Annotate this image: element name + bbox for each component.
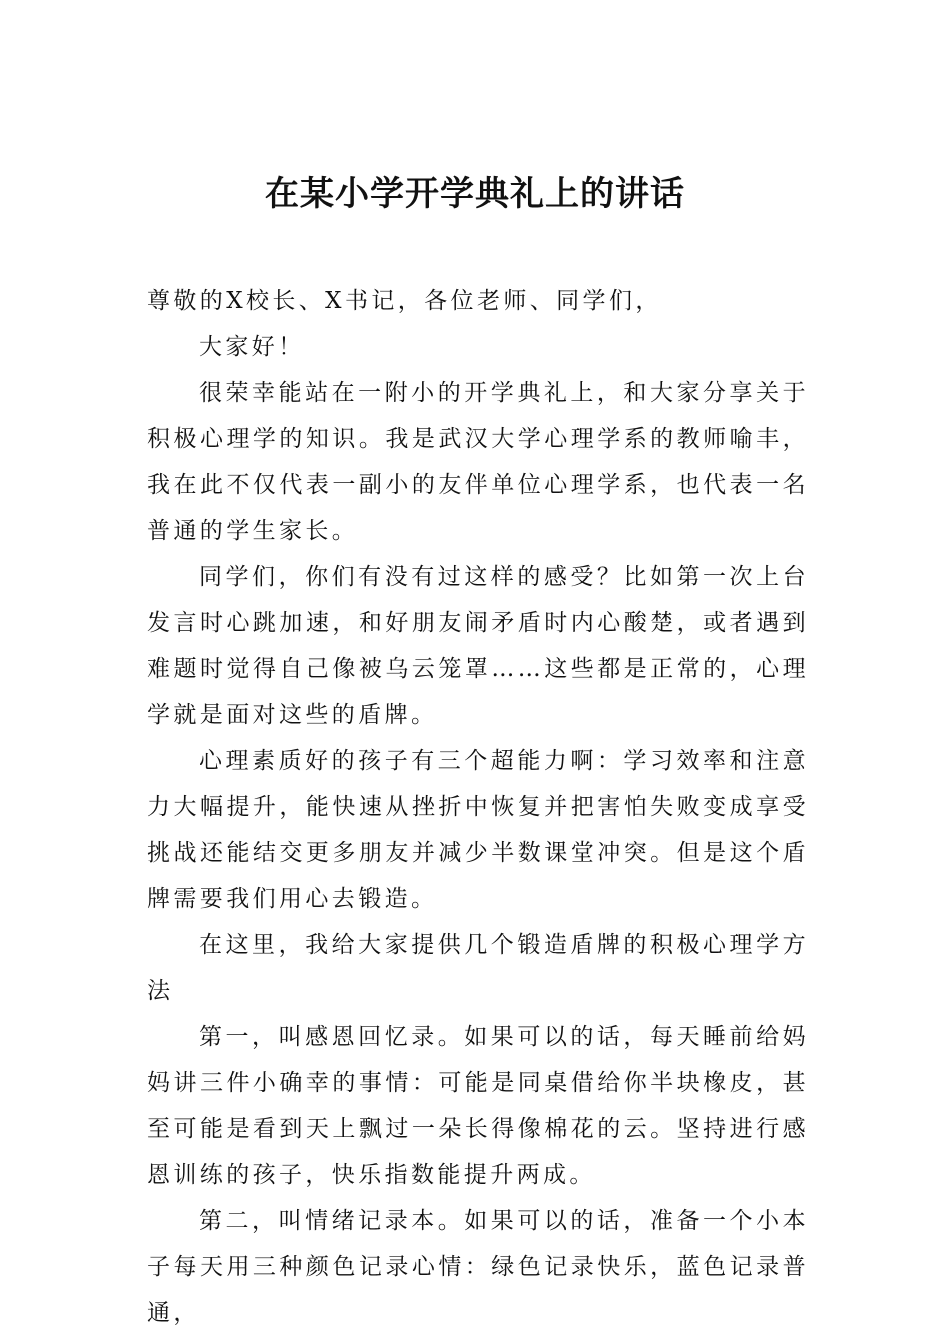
paragraph-method-gratitude: 第一，叫感恩回忆录。如果可以的话，每天睡前给妈妈讲三件小确幸的事情：可能是同桌借给你半块橡皮，甚至可能是看到天上飘过一朵长得像棉花的云。坚持进行感恩训练的孩子，快乐指数能提升两成。: [147, 1024, 809, 1188]
salutation: 尊敬的X校长、X书记，各位老师、同学们，: [147, 288, 662, 314]
paragraph-feelings: 同学们，你们有没有过这样的感受？比如第一次上台发言时心跳加速，和好朋友闹矛盾时内心酸楚，或者遇到难题时觉得自己像被乌云笼罩……这些都是正常的，心理学就是面对这些的盾牌。: [147, 564, 809, 728]
paragraph-methods-intro: 在这里，我给大家提供几个锻造盾牌的积极心理学方法: [147, 932, 809, 1004]
paragraph-method-emotion-journal: 第二，叫情绪记录本。如果可以的话，准备一个小本子每天用三种颜色记录心情：绿色记录快乐，蓝色记录普通，: [147, 1208, 809, 1326]
paragraph-introduction: 很荣幸能站在一附小的开学典礼上，和大家分享关于积极心理学的知识。我是武汉大学心理学系的教师喻丰，我在此不仅代表一副小的友伴单位心理学系，也代表一名普通的学生家长。: [147, 380, 809, 544]
document-title: 在某小学开学典礼上的讲话: [265, 174, 685, 214]
paragraph-superpowers: 心理素质好的孩子有三个超能力啊：学习效率和注意力大幅提升，能快速从挫折中恢复并把害怕失败变成享受挑战还能结交更多朋友并减少半数课堂冲突。但是这个盾牌需要我们用心去锻造。: [147, 748, 809, 912]
paragraph-greeting: 大家好！: [199, 334, 305, 360]
document-body: [147, 278, 809, 1336]
